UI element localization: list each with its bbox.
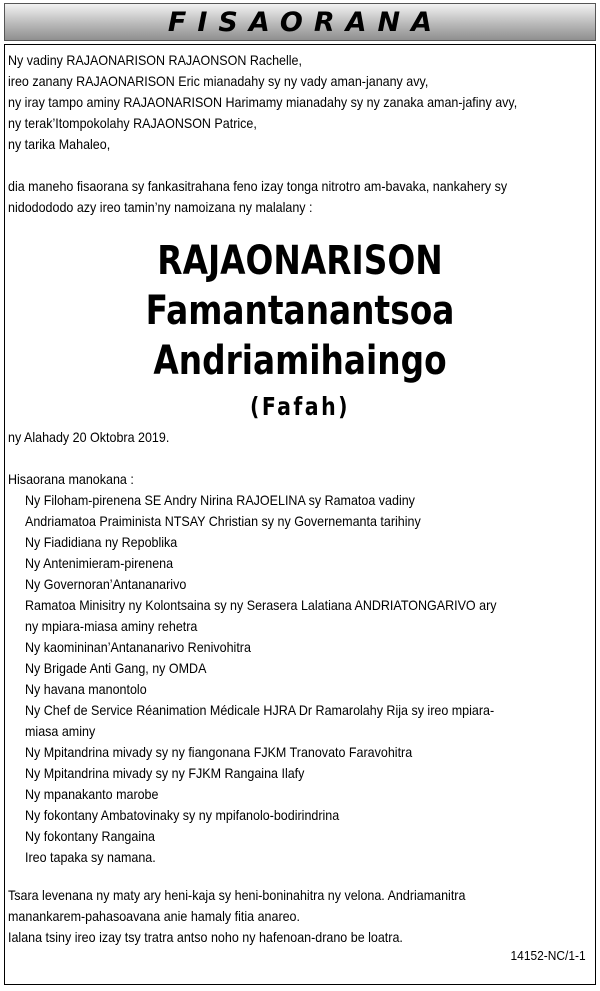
special-thanks-title: Hisaorana manokana : bbox=[8, 472, 134, 487]
deceased-surname: RAJAONARISON bbox=[157, 238, 443, 284]
deceased-second-name: Andriamihaingo bbox=[153, 338, 447, 384]
thanks-item: Ramatoa Minisitry ny Kolontsaina sy ny Serasera Lalatiana ANDRIATONGARIVO ary bbox=[25, 598, 497, 613]
thanks-item: Ny Brigade Anti Gang, ny OMDA bbox=[25, 661, 207, 676]
closing-line: Ialana tsiny ireo izay tsy tratra antso noho ny hafenoan-drano be loatra. bbox=[8, 930, 403, 945]
closing-line: Tsara levenana ny maty ary heni-kaja sy heni-boninahitra ny velona. Andriamanitra bbox=[8, 888, 466, 903]
thanks-item: Ny Filoham-pirenena SE Andry Nirina RAJOELINA sy Ramatoa vadiny bbox=[25, 493, 415, 508]
family-line: ny terak’Itompokolahy RAJAONSON Patrice, bbox=[8, 116, 257, 131]
page-title: FISAORANA bbox=[167, 6, 444, 38]
deceased-first-name: Famantanantsoa bbox=[145, 288, 455, 334]
thanks-item: miasa aminy bbox=[25, 724, 96, 739]
thanks-item: Ireo tapaka sy namana. bbox=[25, 850, 156, 865]
thanks-item: Ny fokontany Rangaina bbox=[25, 829, 156, 844]
thanks-item: Ny mpanakanto marobe bbox=[25, 787, 159, 802]
closing-line: manankarem-pahasoavana anie hamaly fitia anareo. bbox=[8, 909, 300, 924]
family-line: ireo zanany RAJAONARISON Eric mianadahy sy ny vady aman-janany avy, bbox=[8, 74, 429, 89]
thanks-item: Ny Fiadidiana ny Repoblika bbox=[25, 535, 178, 550]
family-line: Ny vadiny RAJAONARISON RAJAONSON Rachelle, bbox=[8, 53, 302, 68]
thanks-item: Ny kaomininan’Antananarivo Renivohitra bbox=[25, 640, 251, 655]
thanks-item: Ny Mpitandrina mivady sy ny fiangonana FJKM Tranovato Faravohitra bbox=[25, 745, 413, 760]
thanks-item: Andriamatoa Praiminista NTSAY Christian sy ny Governemanta tarihiny bbox=[25, 514, 421, 529]
thanks-item: Ny Governoran’Antananarivo bbox=[25, 577, 187, 592]
family-line: ny tarika Mahaleo, bbox=[8, 137, 111, 152]
reference-code: 14152-NC/1-1 bbox=[510, 948, 586, 963]
thanks-item: Ny Antenimieram-pirenena bbox=[25, 556, 174, 571]
thanks-item: Ny havana manontolo bbox=[25, 682, 147, 697]
thanks-item: Ny fokontany Ambatovinaky sy ny mpifanolo-bodirindrina bbox=[25, 808, 340, 823]
intro-line: dia maneho fisaorana sy fankasitrahana feno izay tonga nitrotro am-bavaka, nankahery sy bbox=[8, 179, 508, 194]
thanks-item: Ny Chef de Service Réanimation Médicale HJRA Dr Ramarolahy Rija sy ireo mpiara- bbox=[25, 703, 495, 718]
thanks-item: Ny Mpitandrina mivady sy ny FJKM Rangaina Ilafy bbox=[25, 766, 305, 781]
date-line: ny Alahady 20 Oktobra 2019. bbox=[8, 430, 170, 445]
header-banner bbox=[4, 3, 596, 41]
thanks-item: ny mpiara-miasa aminy rehetra bbox=[25, 619, 198, 634]
family-line: ny iray tampo aminy RAJAONARISON Harimamy mianadahy sy ny zanaka aman-jafiny avy, bbox=[8, 95, 518, 110]
deceased-nickname: (Fafah) bbox=[250, 392, 350, 421]
intro-line: nidodododo azy ireo tamin’ny namoizana ny malalany : bbox=[8, 200, 313, 215]
